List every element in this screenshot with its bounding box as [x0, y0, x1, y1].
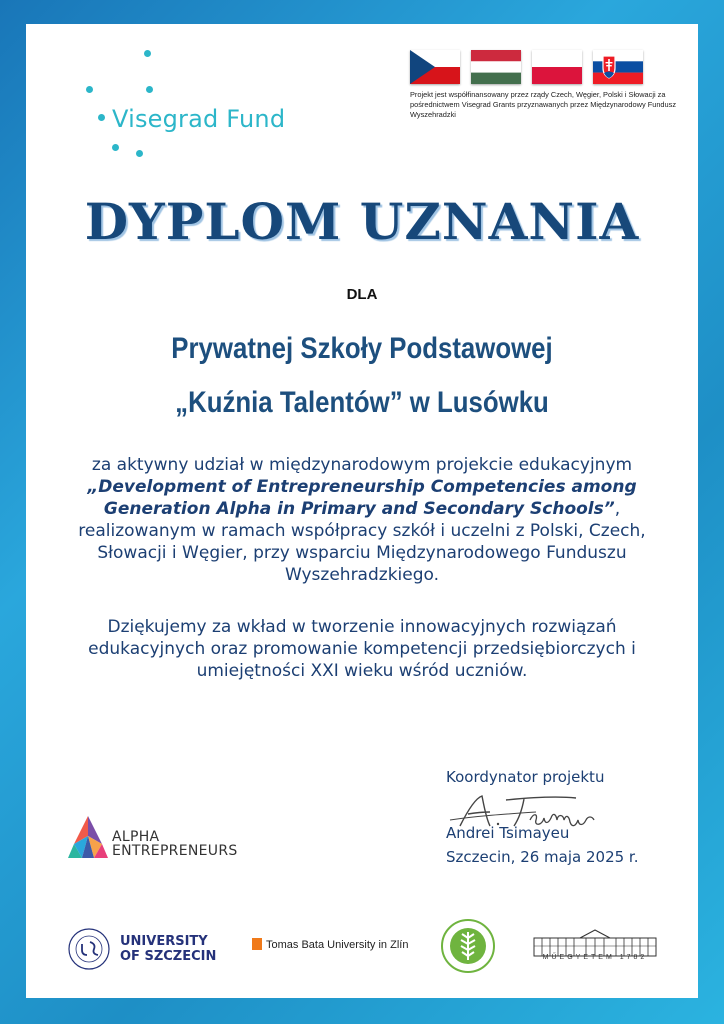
- thanks-paragraph: Dziękujemy za wkład w tworzenie innowacyjnych rozwiązań edukacyjnych oraz promowanie kompetencji przedsiębiorczych i umiejętności XXI wieku wśród uczniów.: [88, 617, 636, 681]
- poland-flag-icon: [532, 50, 582, 84]
- alpha-line-2: ENTREPRENEURS: [112, 843, 238, 859]
- logo-dot: [98, 114, 105, 121]
- visegrad-fund-text: Visegrad Fund: [112, 105, 286, 133]
- certificate-sheet: [26, 24, 698, 998]
- alpha-entrepreneurs-text: [112, 830, 238, 858]
- university-szczecin-name: [120, 934, 216, 964]
- university-szczecin-seal-icon: [68, 928, 110, 970]
- place-and-date: Szczecin, 26 maja 2025 r.: [446, 848, 639, 866]
- coordinator-name: Andrei Tsimayeu: [446, 824, 570, 842]
- tomas-bata-logo: [252, 938, 408, 951]
- uni-line-1: UNIVERSITY: [120, 934, 208, 949]
- logo-dot: [144, 50, 151, 57]
- alpha-entrepreneurs-logo: [68, 814, 258, 864]
- uni-line-2: OF SZCZECIN: [120, 949, 217, 964]
- alpha-triangle-icon: [68, 814, 108, 862]
- certificate-title: DYPLOM UZNANIA: [84, 192, 640, 251]
- coordinator-role: Koordynator projektu: [446, 768, 605, 786]
- hungary-flag-icon: [471, 50, 521, 84]
- logo-dot: [112, 144, 119, 151]
- slovakia-flag-icon: [593, 50, 643, 84]
- visegrad-fund-logo: [62, 50, 286, 160]
- bme-text: MŰEGYETEM 1782: [542, 954, 648, 961]
- logo-dot: [86, 86, 93, 93]
- flags-row: [410, 50, 650, 86]
- body-continuation: , realizowanym w ramach współpracy szkół i uczelni z Polski, Czech, Słowacji i Węgier, przy wsparciu Międzynarodowego Funduszu Wyszehradzkiego.: [78, 499, 646, 585]
- logo-dot: [146, 86, 153, 93]
- project-name: „Development of Entrepreneurship Competencies among Generation Alpha in Primary and Secondary Schools”: [87, 477, 637, 519]
- recipient-line-1: Prywatnej Szkoły Podstawowej: [171, 332, 553, 365]
- agricultural-university-seal-icon: [440, 918, 496, 974]
- funding-note: Projekt jest współfinansowany przez rządy Czech, Węgier, Polski i Słowacji za pośrednictwem Visegrad Grants przyznawanych przez Międzynarodowy Fundusz Wyszehradzki: [410, 90, 677, 119]
- alpha-line-1: ALPHA: [112, 829, 160, 845]
- logo-dot: [136, 150, 143, 157]
- recipient-line-2: „Kuźnia Talentów” w Lusówku: [175, 386, 549, 419]
- czech-flag-icon: [410, 50, 460, 84]
- tomas-bata-text: Tomas Bata University in Zlín: [266, 939, 409, 951]
- body-intro: za aktywny udział w międzynarodowym projekcie edukacyjnym: [91, 455, 633, 475]
- tomas-bata-mark-icon: [252, 938, 262, 950]
- certificate-body: [52, 454, 672, 586]
- for-label: DLA: [346, 286, 378, 303]
